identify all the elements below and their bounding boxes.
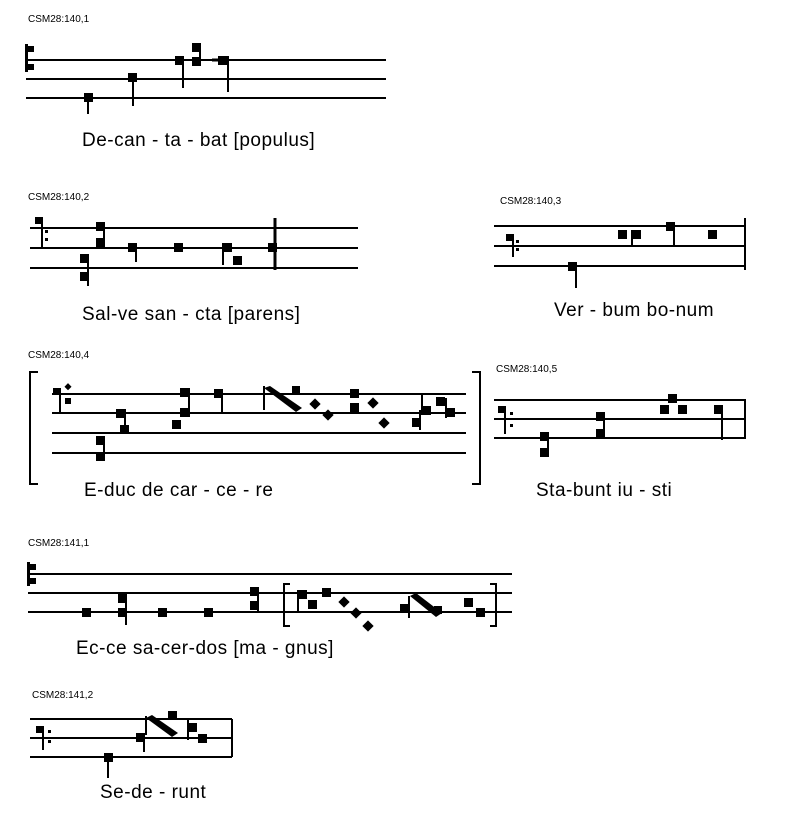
lyric-line: De-can - ta - bat [populus] — [82, 130, 316, 151]
lyric-line: E-duc de car - ce - re — [84, 480, 274, 501]
reference-label: CSM28:140,2 — [28, 192, 90, 203]
lyric-line: Sal-ve san - cta [parens] — [82, 304, 301, 325]
square-note-icon — [188, 720, 207, 743]
lyric-line: Ver - bum bo-num — [554, 300, 715, 321]
ligature-icon — [146, 711, 178, 737]
lyric-line: Sta-bunt iu - sti — [536, 480, 673, 501]
lyric-line: Ec-ce sa-cer-dos [ma - gnus] — [76, 638, 334, 659]
reference-label: CSM28:141,2 — [32, 690, 94, 701]
square-note-icon — [136, 733, 145, 752]
square-note-icon — [104, 753, 113, 778]
reference-label: CSM28:140,3 — [500, 196, 562, 207]
reference-label: CSM28:141,1 — [28, 538, 90, 549]
reference-label: CSM28:140,4 — [28, 350, 90, 361]
reference-label: CSM28:140,5 — [496, 364, 558, 375]
reference-label: CSM28:140,1 — [28, 14, 90, 25]
lyric-line: Se-de - runt — [100, 782, 207, 803]
